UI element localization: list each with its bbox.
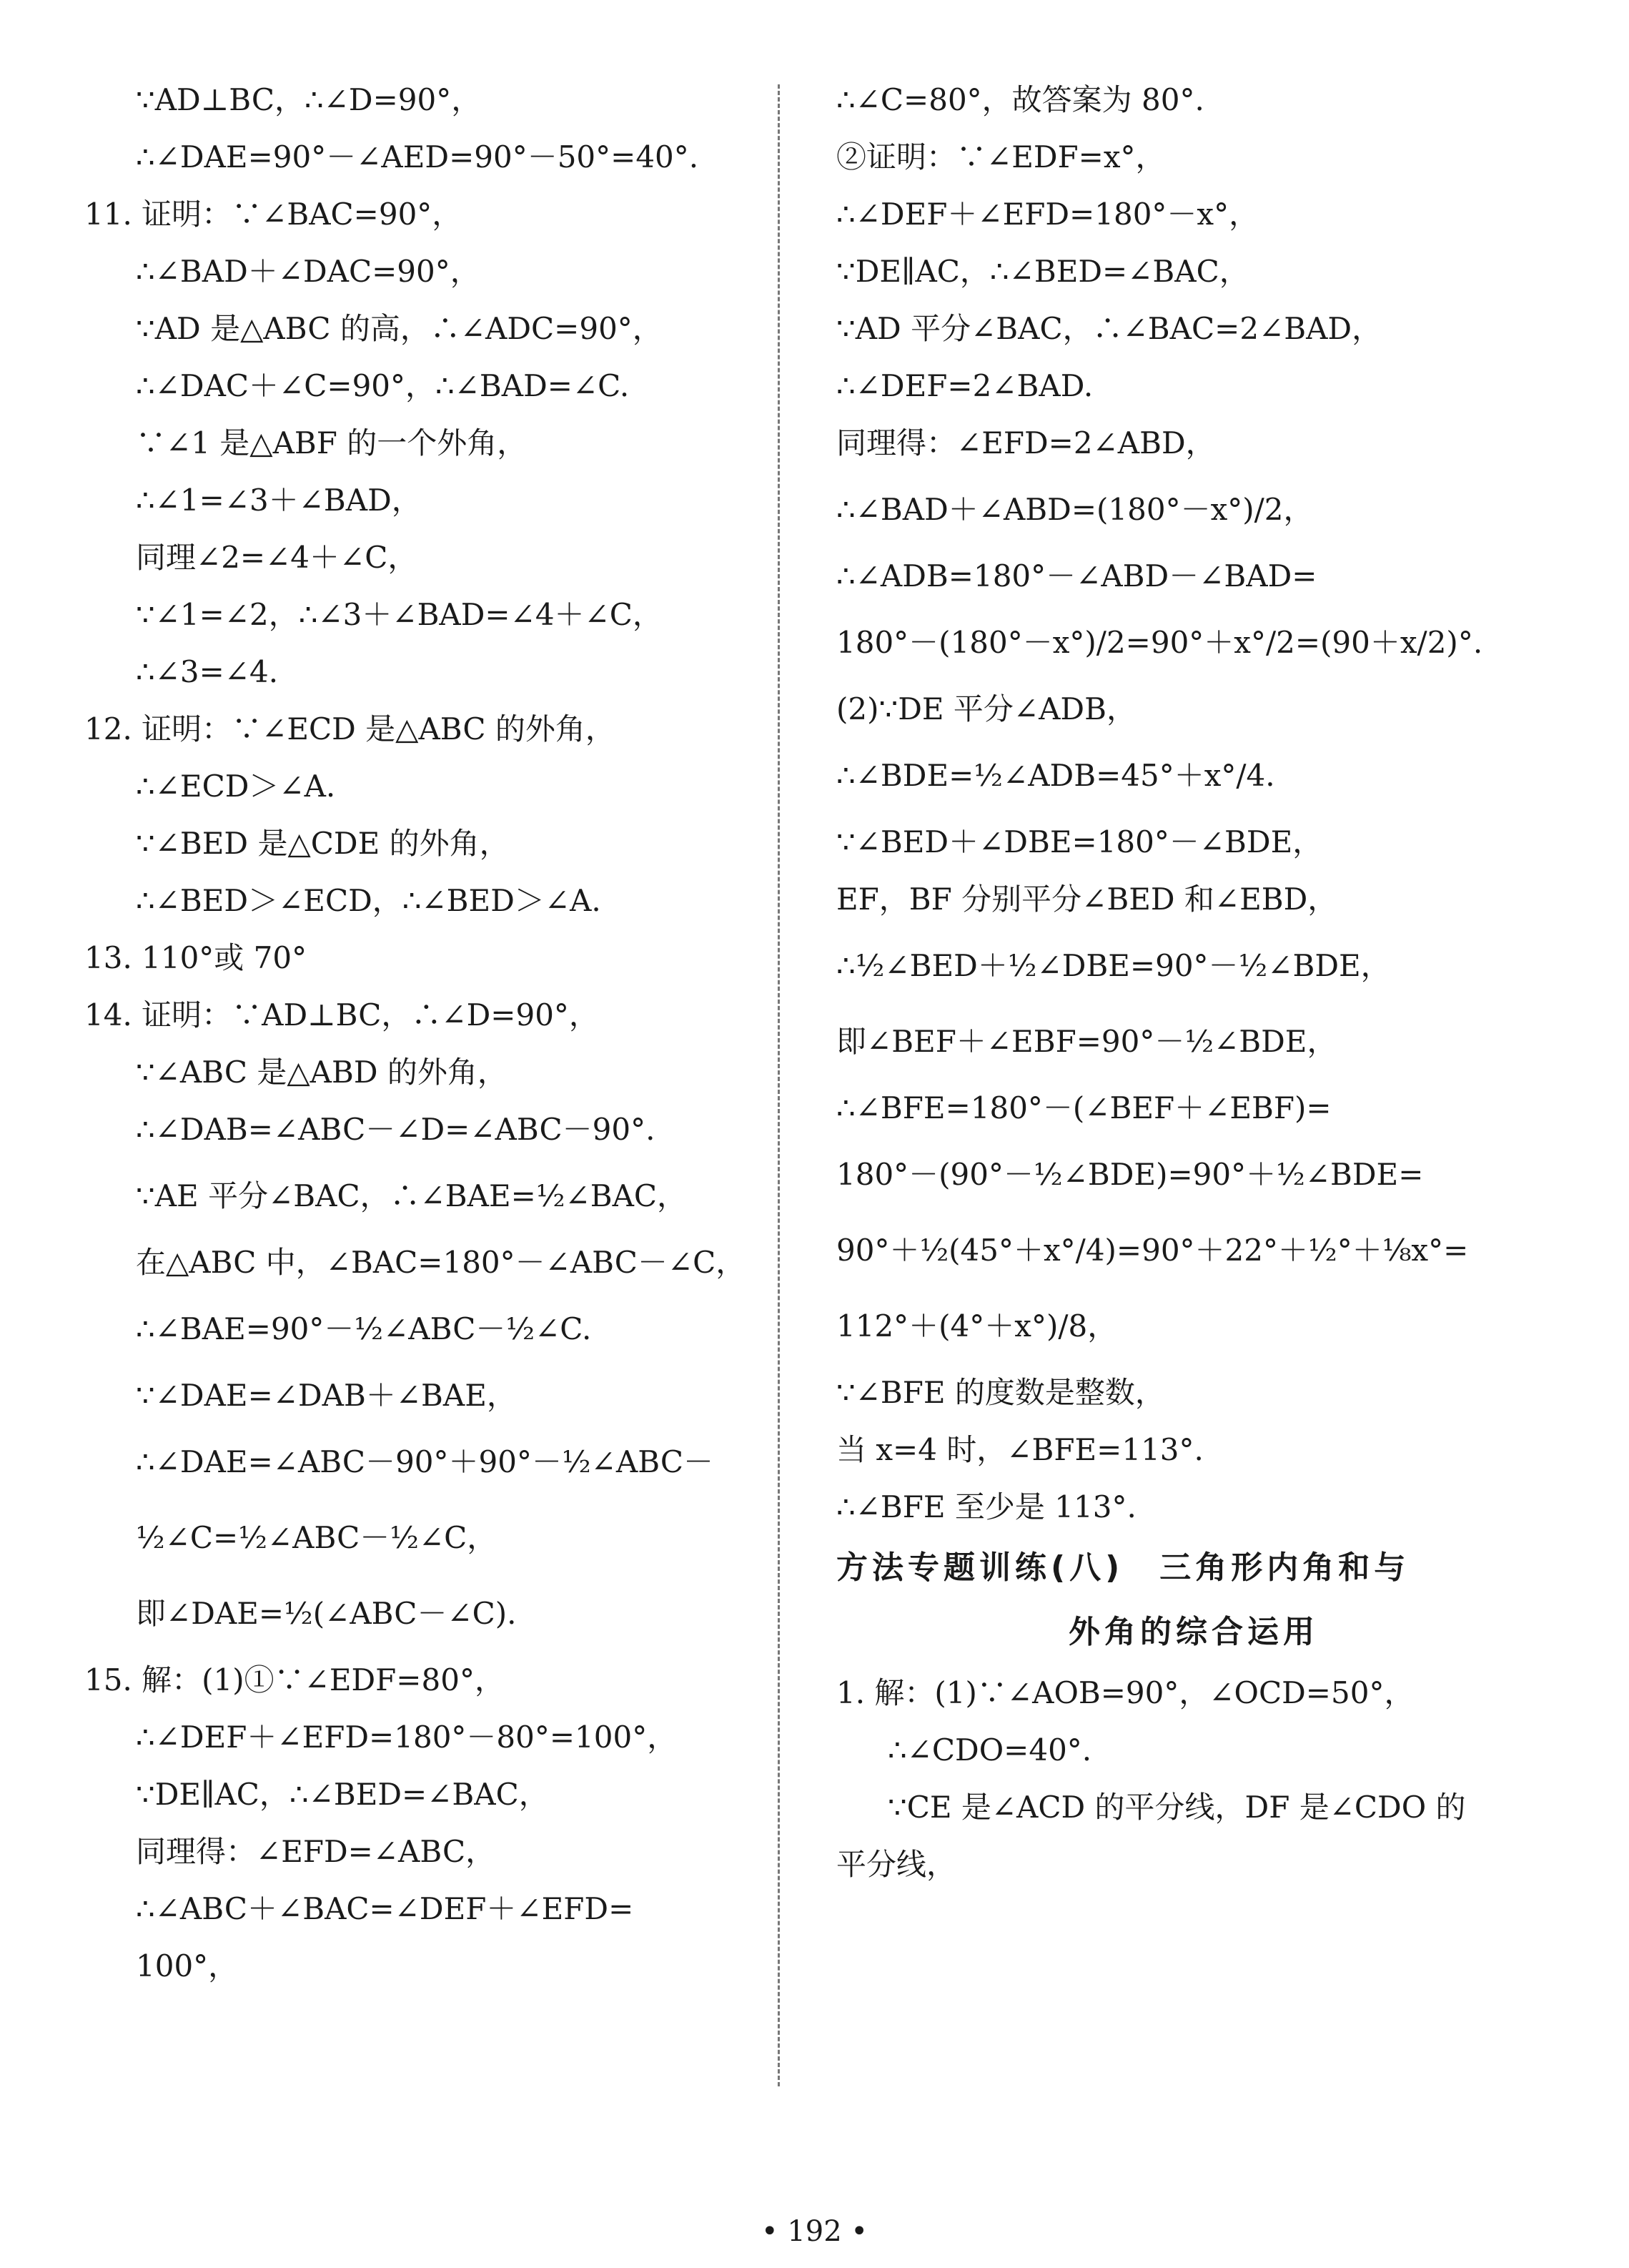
text-line: EF，BF 分别平分∠BED 和∠EBD，: [836, 882, 1338, 917]
text-line: 90°＋½(45°＋x°/4)=90°＋22°＋½°＋⅛x°=: [836, 1233, 1469, 1268]
text-line: ∴∠BAD＋∠ABD=(180°－x°)/2，: [836, 492, 1314, 527]
text-line: ∴∠DAE=90°－∠AED=90°－50°=40°.: [136, 139, 699, 174]
text-line: ∴∠DEF＋∠EFD=180°－80°=100°，: [136, 1720, 678, 1755]
text-line: ∴∠C=80°，故答案为 80°.: [836, 82, 1204, 117]
text-line: 100°，: [136, 1948, 239, 1983]
text-line: ∴∠BED＞∠ECD，∴∠BED＞∠A.: [136, 883, 601, 918]
text-line: ∴∠ADB=180°－∠ABD－∠BAD=: [836, 558, 1317, 593]
text-line: ∴∠BAE=90°－½∠ABC－½∠C.: [136, 1311, 592, 1346]
text-line: ∴∠BFE 至少是 113°.: [836, 1489, 1137, 1524]
text-line: ∴∠ABC＋∠BAC=∠DEF＋∠EFD=: [136, 1891, 634, 1926]
section-title-continued: 外角的综合运用: [1069, 1614, 1319, 1650]
text-line: 在△ABC 中，∠BAC=180°－∠ABC－∠C，: [136, 1245, 746, 1280]
text-line: 180°－(90°－½∠BDE)=90°＋½∠BDE=: [836, 1157, 1424, 1192]
text-line: 同理得：∠EFD=2∠ABD，: [836, 425, 1216, 460]
right-column: [836, 72, 1483, 1893]
text-line: 当 x=4 时，∠BFE=113°.: [836, 1432, 1204, 1467]
text-line: 112°＋(4°＋x°)/8，: [836, 1308, 1118, 1343]
text-line: ∵AD⊥BC，∴∠D=90°，: [136, 82, 482, 117]
text-line: ∴∠BFE=180°－(∠BEF＋∠EBF)=: [836, 1090, 1332, 1125]
problem-14-heading: 14. 证明：∵AD⊥BC，∴∠D=90°，: [84, 997, 599, 1032]
text-line: ∵∠1 是△ABF 的一个外角，: [136, 425, 528, 460]
text-line: ∴∠3=∠4.: [136, 654, 279, 689]
text-line: ∵∠1=∠2，∴∠3＋∠BAD=∠4＋∠C，: [136, 597, 663, 632]
text-line: ∴∠DEF=2∠BAD.: [836, 368, 1094, 403]
text-line: ∴∠CDO=40°.: [888, 1732, 1092, 1767]
text-line: ∴∠BDE=½∠ADB=45°＋x°/4.: [836, 758, 1275, 793]
left-column: [84, 72, 756, 1995]
text-line: ∵∠DAE=∠DAB＋∠BAE，: [136, 1378, 517, 1413]
text-line: 平分线，: [836, 1847, 957, 1882]
text-line: ∴∠DEF＋∠EFD=180°－x°，: [836, 197, 1259, 232]
text-line: ∴∠BAD＋∠DAC=90°，: [136, 254, 480, 289]
text-line: ∵DE∥AC，∴∠BED=∠BAC，: [836, 254, 1249, 289]
text-line: ∵AE 平分∠BAC，∴∠BAE=½∠BAC，: [136, 1178, 688, 1213]
problem-1-heading: 1. 解：(1)∵∠AOB=90°，∠OCD=50°，: [836, 1675, 1415, 1710]
text-line: 即∠BEF＋∠EBF=90°－½∠BDE，: [836, 1024, 1337, 1059]
text-line: ∴∠DAC＋∠C=90°，∴∠BAD=∠C.: [136, 368, 630, 403]
column-divider: [778, 84, 780, 2086]
problem-13-answer: 13. 110°或 70°: [84, 940, 307, 975]
text-line: (2)∵DE 平分∠ADB，: [836, 691, 1137, 726]
text-line: ∵AD 平分∠BAC，∴∠BAC=2∠BAD，: [836, 311, 1382, 346]
text-line: ∴∠1=∠3＋∠BAD，: [136, 483, 422, 518]
problem-11-heading: 11. 证明：∵∠BAC=90°，: [84, 197, 462, 232]
text-line: ∵CE 是∠ACD 的平分线，DF 是∠CDO 的: [888, 1790, 1466, 1825]
page-number: • 192 •: [761, 2215, 868, 2248]
problem-15-heading: 15. 解：(1)①∵∠EDF=80°，: [84, 1662, 505, 1697]
text-line: ∴∠DAE=∠ABC－90°＋90°－½∠ABC－: [136, 1444, 713, 1479]
text-line: ∴∠DAB=∠ABC－∠D=∠ABC－90°.: [136, 1112, 655, 1147]
text-line: ∵∠ABC 是△ABD 的外角，: [136, 1055, 507, 1090]
text-line: ∵AD 是△ABC 的高，∴∠ADC=90°，: [136, 311, 663, 346]
text-line: 即∠DAE=½(∠ABC－∠C).: [136, 1596, 517, 1631]
text-line: ②证明：∵∠EDF=x°，: [836, 139, 1166, 174]
text-line: ½∠C=½∠ABC－½∠C，: [136, 1520, 497, 1555]
text-line: 180°－(180°－x°)/2=90°＋x°/2=(90＋x/2)°.: [836, 625, 1483, 660]
text-line: 同理得：∠EFD=∠ABC，: [136, 1834, 496, 1869]
text-line: ∵∠BFE 的度数是整数，: [836, 1375, 1165, 1410]
text-line: ∵∠BED 是△CDE 的外角，: [136, 826, 510, 861]
text-line: ∵∠BED＋∠DBE=180°－∠BDE，: [836, 824, 1323, 859]
text-line: 同理∠2=∠4＋∠C，: [136, 540, 418, 575]
text-line: ∴∠ECD＞∠A.: [136, 769, 336, 804]
problem-12-heading: 12. 证明：∵∠ECD 是△ABC 的外角，: [84, 711, 615, 746]
section-title: 方法专题训练(八) 三角形内角和与: [836, 1549, 1410, 1586]
text-line: ∵DE∥AC，∴∠BED=∠BAC，: [136, 1777, 549, 1812]
text-line: ∴½∠BED＋½∠DBE=90°－½∠BDE，: [836, 948, 1391, 983]
